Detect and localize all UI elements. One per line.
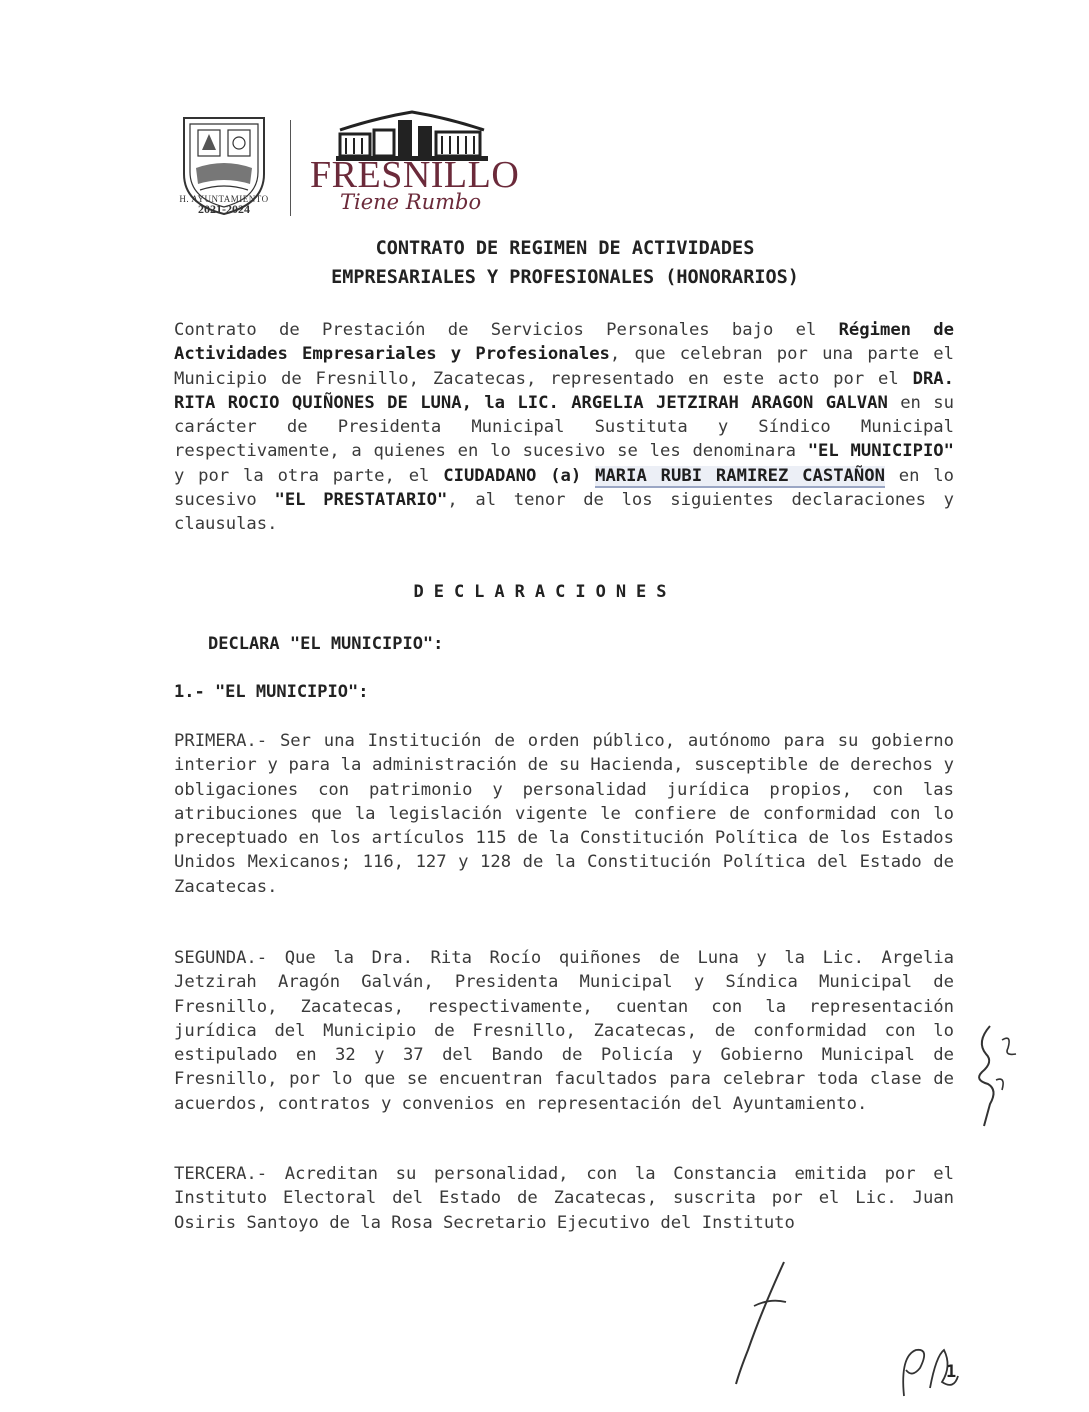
clause-tercera: TERCERA.- Acreditan su personalidad, con la Constancia emitida por el Instituto Electoral del Estado de Zacatecas, suscrita por el Lic. Juan Osiris Santoyo de la Rosa Secretario Ejecutivo del Instituto — [174, 1164, 954, 1233]
intro-text: en su carácter de Presidenta Municipal Sustituta y Síndico Municipal respectivamente, a quienes en lo sucesivo se les denominara — [174, 392, 954, 462]
seal-caption-line2: 2021-2024 — [198, 202, 250, 216]
intro-paragraph — [174, 318, 954, 537]
document-title-line2: EMPRESARIALES Y PROFESIONALES (HONORARIOS) — [331, 267, 799, 288]
seal-caption — [162, 194, 286, 215]
intro-text: Contrato de Prestación de Servicios Personales bajo el — [174, 320, 839, 340]
intro-text: y por la otra parte, el — [174, 465, 444, 486]
margin-initials-signature — [972, 1020, 1032, 1130]
intro-bold: "EL PRESTATARIO" — [274, 490, 448, 511]
clause-segunda: SEGUNDA.- Que la Dra. Rita Rocío quiñones de Luna y la Lic. Argelia Jetzirah Aragón Galván, Presidenta Municipal y Síndica Municipal de Fresnillo, Zacatecas, respectivamente, cuentan con la representación jurídica del Municipio de Fresnillo, Zacatecas, de conformidad con lo estipulado en 32 y 37 del Bando de Policía y Gobierno Municipal de Fresnillo, por lo que se encuentran facultados para celebrar toda clase de acuerdos, contratos y convenios en representación del Ayuntamiento. — [174, 948, 954, 1114]
header-divider — [290, 120, 291, 216]
clause-primera: PRIMERA.- Ser una Institución de orden público, autónomo para su gobierno interior y para la administración de su Hacienda, susceptible de derechos y obligaciones con patrimonio y personalidad jurídica propios, con las atribuciones que la legislación vigente le confiere de conformidad con lo preceptuado en los artículos 115 de la Constitución Política de los Estados Unidos Mexicanos; 116, 127 y 128 de la Constitución Política del Estado de Zacatecas. — [174, 731, 954, 897]
intro-bold: Régimen de Actividades Empresariales y Profesionales — [174, 320, 954, 365]
prestatario-name-field: MARIA RUBI RAMIREZ CASTAÑON — [595, 465, 885, 486]
intro-text — [581, 466, 595, 486]
intro-bold: "EL MUNICIPIO" — [807, 441, 954, 462]
intro-text: , que celebran por una parte el Municipio de Fresnillo, Zacatecas, representado en este acto por el — [174, 344, 955, 389]
brand-tagline: Tiene Rumbo — [340, 190, 482, 214]
brand-name: FRESNILLO — [310, 154, 520, 196]
subheading: 1.- "EL MUNICIPIO": — [174, 682, 369, 702]
section-heading: DECLARACIONES — [413, 582, 677, 602]
bottom-signature — [726, 1258, 796, 1388]
declara-heading: DECLARA "EL MUNICIPIO": — [208, 634, 444, 654]
intro-bold: DRA. RITA ROCIO QUIÑONES DE LUNA, la LIC. ARGELIA JETZIRAH ARAGON GALVAN — [174, 368, 954, 413]
seal-caption-line1: H. AYUNTAMIENTO — [179, 194, 269, 204]
intro-text: , al tenor de los siguientes declaraciones y clausulas. — [174, 490, 954, 535]
page-number: 1 — [946, 1362, 957, 1382]
intro-bold: CIUDADANO (a) — [443, 465, 582, 486]
document-title-line1: CONTRATO DE REGIMEN DE ACTIVIDADES — [375, 238, 755, 259]
intro-text: en lo sucesivo — [174, 465, 955, 511]
